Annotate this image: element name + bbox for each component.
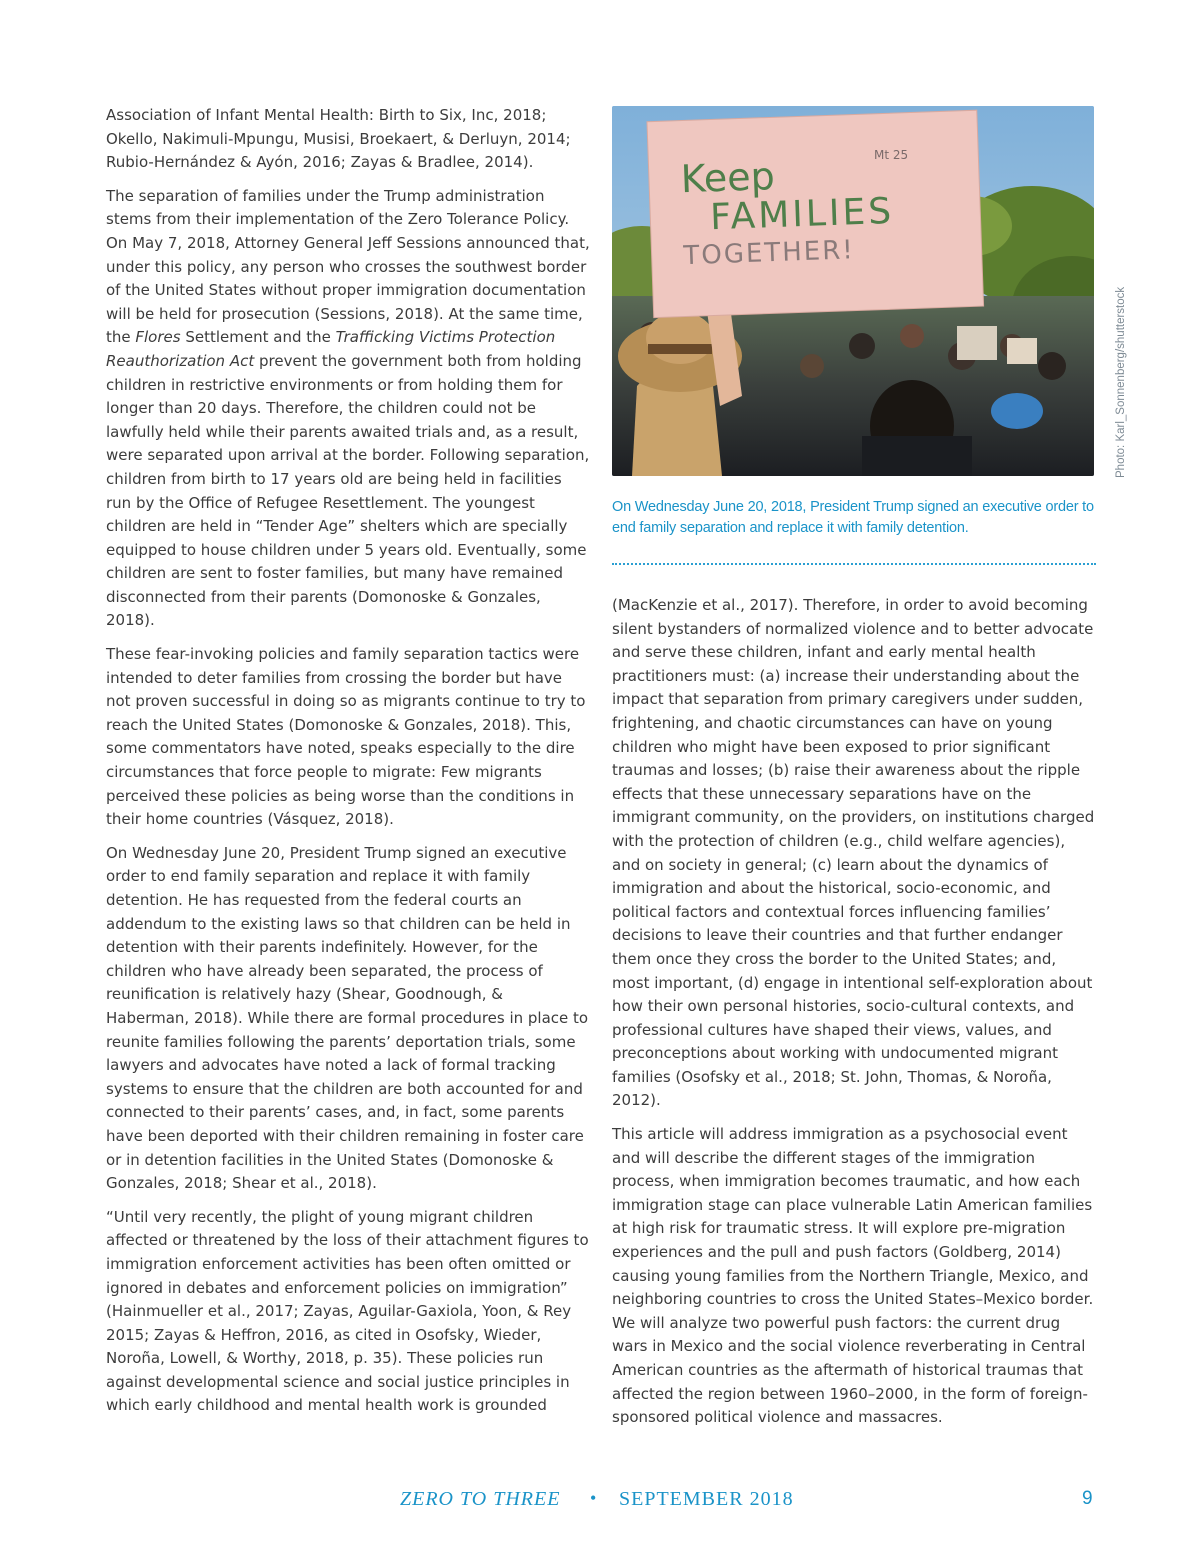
sign-line-1: Keep bbox=[680, 153, 776, 202]
issue-date: SEPTEMBER 2018 bbox=[619, 1488, 794, 1510]
photo-credit-container bbox=[1100, 258, 1127, 478]
left-paragraph-3: These fear-invoking policies and family separation tactics were intended to deter families from crossing the border but have not proven successful in doing so as migrants continue to try to reach the United States (Domonoske & Gonzales, 2018). This, some commentators have noted, speaks especially to the dire circumstances that force people to migrate: Few migrants perceived these policies as being worse than the conditions in their home countries (Vásquez, 2018). bbox=[106, 645, 586, 829]
right-paragraph-2: This article will address immigration as a psychosocial event and will describe the different stages of the immigration process, when immigration becomes traumatic, and how each immigration stage can place vulnerable Latin American families at high risk for traumatic stress. It will explore pre-migration experiences and the pull and push factors (Goldberg, 2014) causing young families from the Northern Triangle, Mexico, and neighboring countries to cross the United States–Mexico border. We will analyze two powerful push factors: the current drug wars in Mexico and the social violence reverberating in Central American countries as the aftermath of historical traumas that affected the region between 1960–2000, in the form of foreign-sponsored political violence and massacres. bbox=[612, 1125, 1094, 1427]
p2-part-c: prevent the government both from holding children in restrictive environments or from holding them for longer than 20 days. Therefore, the children could not be lawfully held while their parents awaited trials and, as a result, were separated upon arrival at the border. Following separation, children from birth to 17 years old are being held in facilities run by the Office of Refugee Resettlement. The youngest children are held in “Tender Age” shelters which are specially equipped to house children under 5 years old. Eventually, some children are sent to foster families, but many have remained disconnected from their parents (Domonoske & Gonzales, 2018). bbox=[106, 351, 590, 630]
sign-text bbox=[680, 149, 984, 273]
right-paragraph-1: (MacKenzie et al., 2017). Therefore, in order to avoid becoming silent bystanders of normalized violence and to better advocate and serve these children, infant and early mental health practitioners must: (a) increase their understanding about the impact that separation from primary caregivers under sudden, frightening, and chaotic circumstances can have on young children who might have been exposed to prior significant traumas and losses; (b) raise their awareness about the ripple effects that these unnecessary separations have on the immigrant community, on the providers, on institutions charged with the protection of children (e.g., child welfare agencies), and on society in general; (c) learn about the dynamics of immigration and about the historical, socio-economic, and political factors and contextual forces influencing families’ decisions to leave their countries and that further endanger them once they cross the border to the United States; and, most important, (d) engage in intentional self-exploration about how their own personal histories, socio-cultural contexts, and professional cultures have shaped their views, values, and preconceptions about working with undocumented migrant families (Osofsky et al., 2018; St. John, Thomas, & Noroña, 2012). bbox=[612, 596, 1095, 1110]
left-paragraph-5: “Until very recently, the plight of young migrant children affected or threatened by the loss of their attachment figures to immigration enforcement activities has been often omitted or ignored in debates and enforcement policies on immigration” (Hainmueller et al., 2017; Zayas, Aguilar-Gaxiola, Yoon, & Rey 2015; Zayas & Heffron, 2016, as cited in Osofsky, Wieder, Noroña, Lowell, & Worthy, 2018, p. 35). These policies run against developmental science and social justice principles in which early childhood and mental health work is grounded bbox=[106, 1207, 589, 1415]
publication-name: ZERO TO THREE bbox=[400, 1488, 561, 1510]
footer-separator: • bbox=[590, 1488, 597, 1508]
protest-photo bbox=[612, 106, 1094, 476]
flores-term: Flores bbox=[135, 328, 181, 347]
photo-caption: On Wednesday June 20, 2018, President Trump signed an executive order to end family separation and replace it with family detention. bbox=[612, 499, 1094, 536]
left-paragraph-1: Association of Infant Mental Health: Birth to Six, Inc, 2018; Okello, Nakimuli-Mpungu, Musisi, Broekaert, & Derluyn, 2014; Rubio-Hernández & Ayón, 2016; Zayas & Bradlee, 2014). bbox=[106, 106, 571, 172]
right-column bbox=[612, 594, 1096, 1440]
p2-part-a: The separation of families under the Trump administration stems from their implementation of the Zero Tolerance Policy. On May 7, 2018, Attorney General Jeff Sessions announced that, under this policy, any person who crosses the southwest border of the United States without proper immigration documentation will be held for prosecution (Sessions, 2018). At the same time, the bbox=[106, 186, 590, 347]
left-column bbox=[106, 104, 590, 1428]
tvpra-term: Trafficking Victims Protection Reauthorization Act bbox=[106, 328, 556, 370]
caption-divider bbox=[612, 563, 1096, 565]
sign-corner-text: Mt 25 bbox=[874, 148, 909, 162]
p2-part-b: Settlement and the bbox=[180, 328, 336, 347]
sign-line-2: FAMILIES bbox=[709, 190, 895, 239]
left-paragraph-4: On Wednesday June 20, President Trump signed an executive order to end family separation and replace it with family detention. He has requested from the federal courts an addendum to the existing laws so that children can be held in detention with their parents indefinitely. However, for the children who have already been separated, the process of reunification is relatively hazy (Shear, Goodnough, & Haberman, 2018). While there are formal procedures in place to reunite families following the parents’ deportation trials, some lawyers and advocates have noted a lack of formal tracking systems to ensure that the children are both accounted for and connected to their parents’ cases, and, in fact, some parents have been deported with their children remaining in foster care or in detention facilities in the United States (Domonoske & Gonzales, 2018; Shear et al., 2018). bbox=[106, 843, 589, 1193]
left-paragraph-2 bbox=[106, 185, 590, 633]
page-footer bbox=[0, 1488, 1200, 1518]
photo-credit: Photo: Karl_Sonnenberg/shutterstock bbox=[1115, 286, 1127, 478]
sign-line-3: TOGETHER! bbox=[682, 235, 856, 272]
page-number: 9 bbox=[1082, 1488, 1093, 1509]
